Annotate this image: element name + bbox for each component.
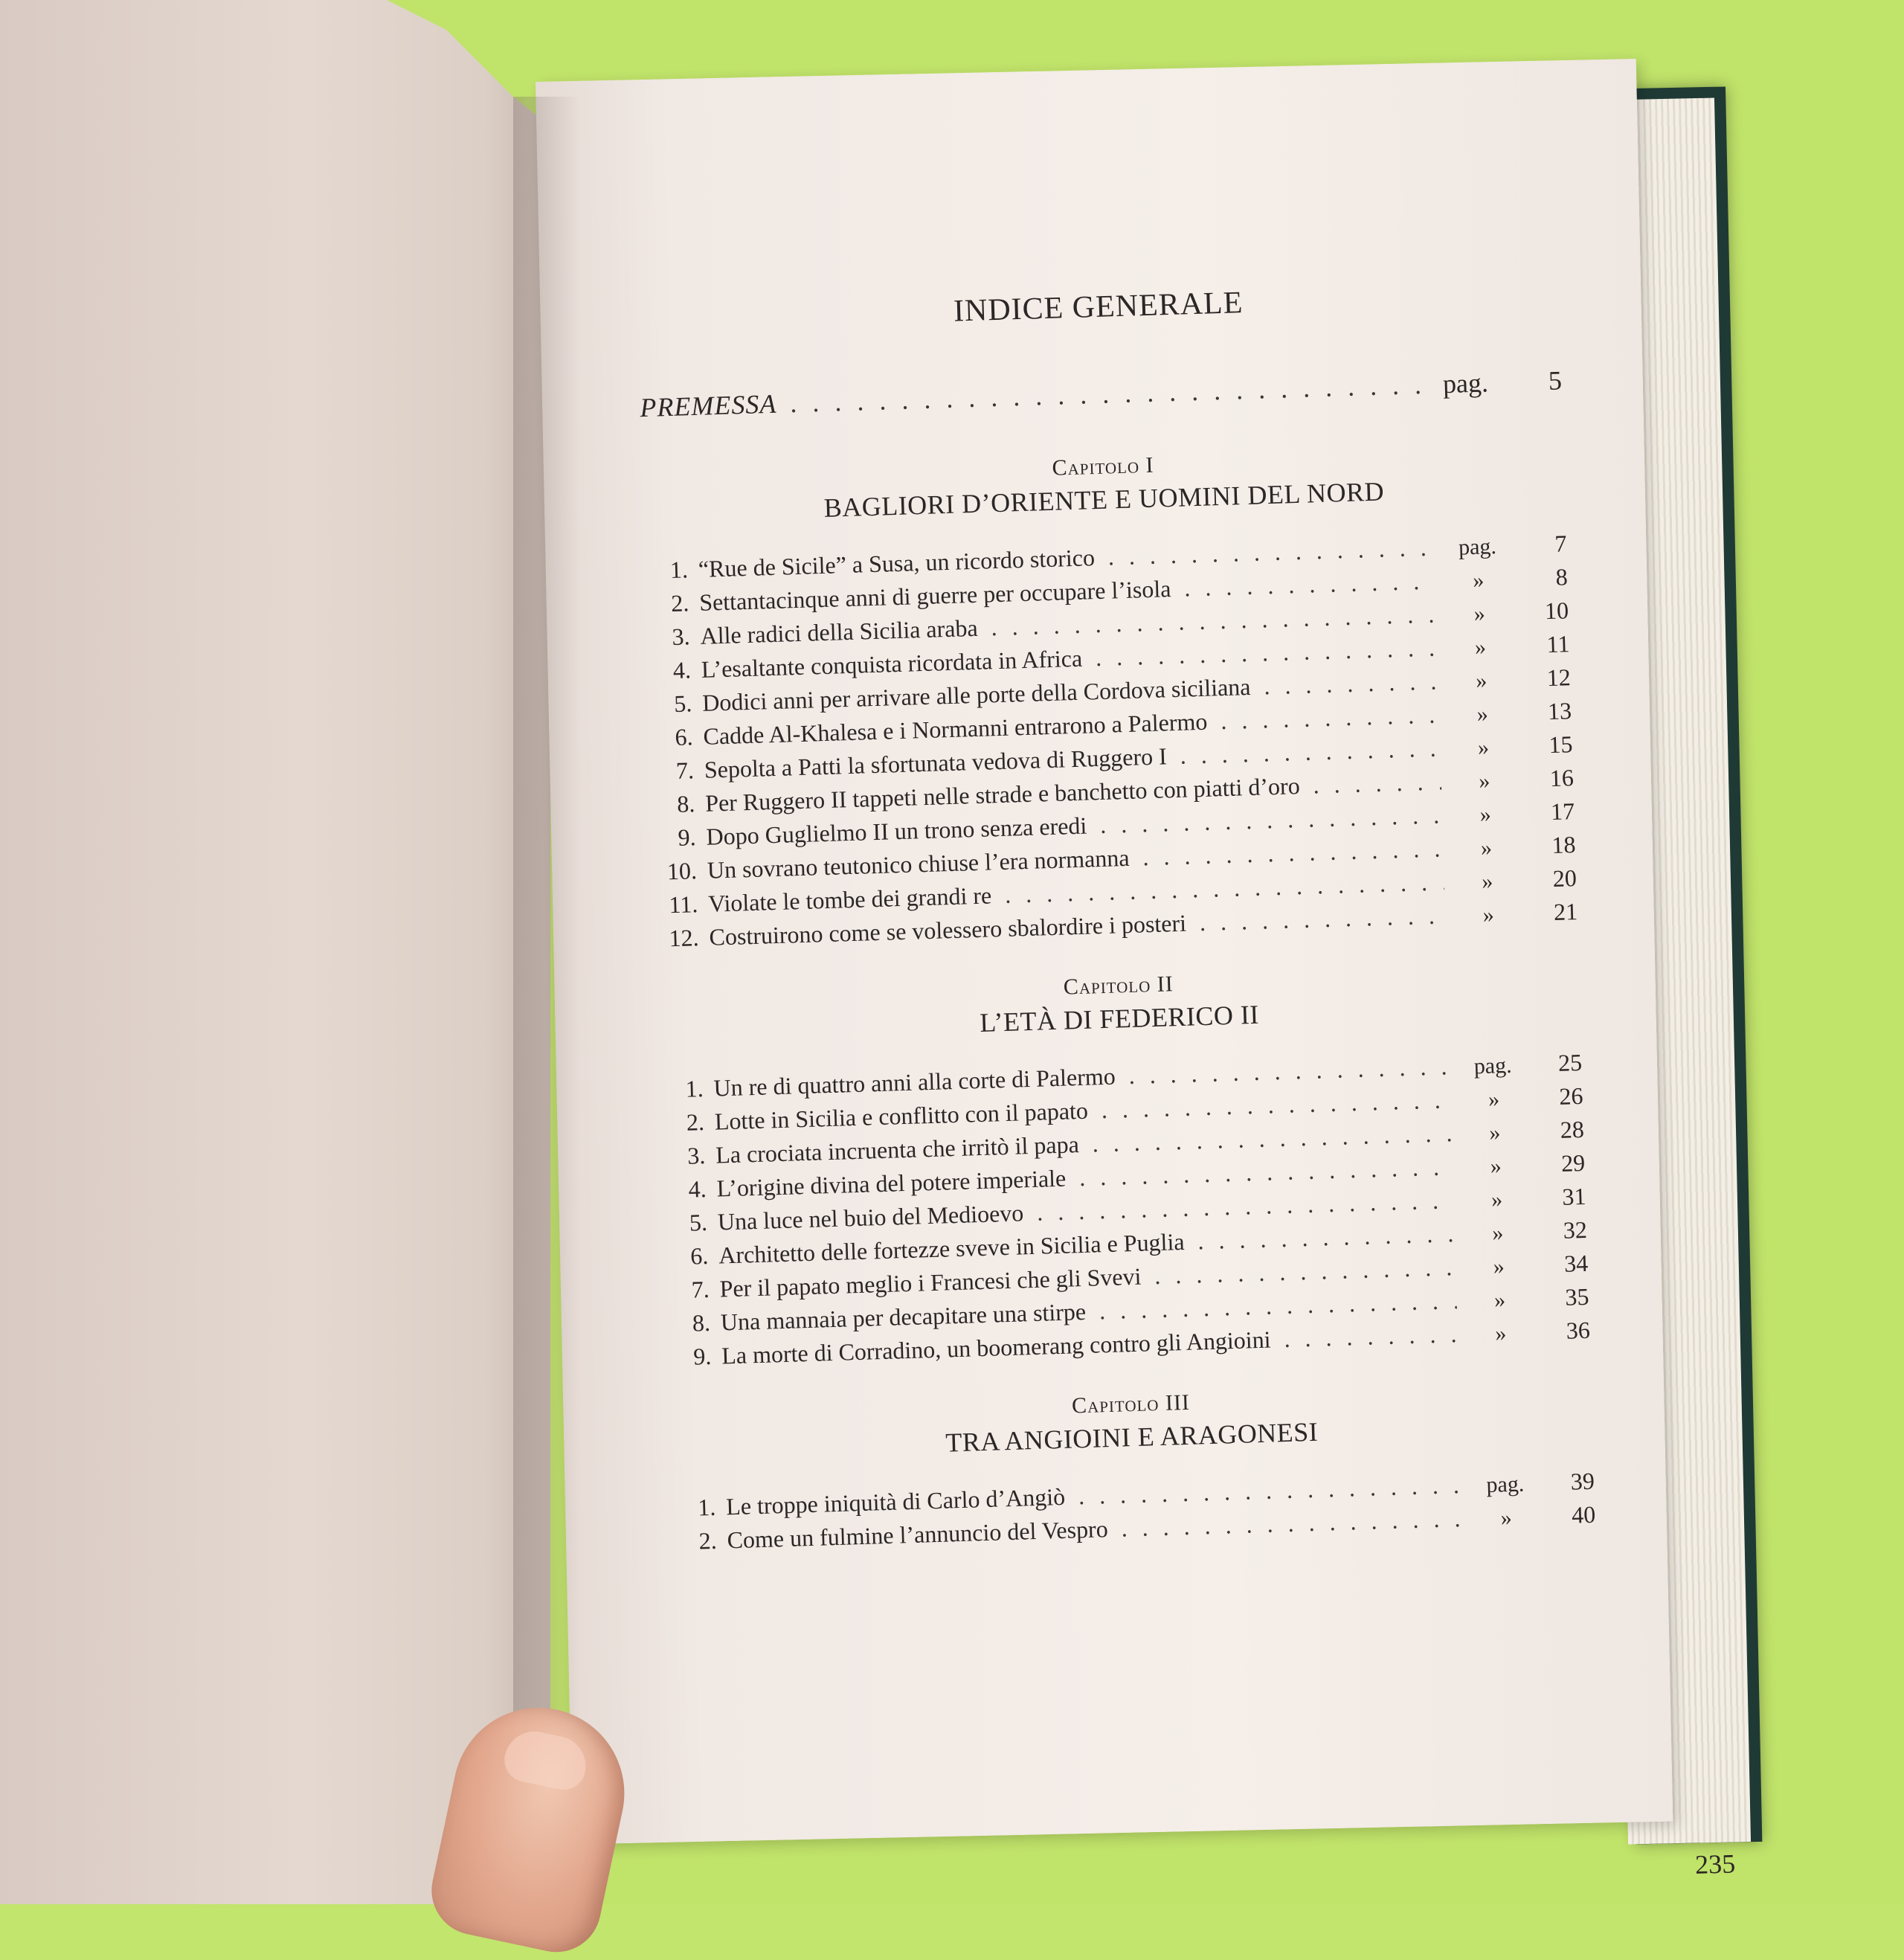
- pag-label: »: [1478, 768, 1490, 794]
- pag-label: »: [1488, 1120, 1501, 1146]
- dot-leader: [1264, 667, 1439, 700]
- entry-number: 9.: [678, 823, 697, 851]
- pag-label: »: [1491, 1221, 1504, 1246]
- chapter-label: Capitolo I: [1052, 452, 1154, 481]
- dot-leader: [1107, 534, 1435, 571]
- chapter-title: BAGLIORI D’ORIENTE E UOMINI DEL NORD: [823, 476, 1385, 523]
- entry-title: Come un fulmine l’annuncio del Vespro: [727, 1515, 1109, 1554]
- pag-label: »: [1490, 1154, 1502, 1179]
- premessa-label: PREMESSA: [639, 388, 777, 423]
- pag-label: »: [1494, 1321, 1507, 1346]
- pag-label: »: [1493, 1254, 1505, 1279]
- pag-label: »: [1500, 1506, 1513, 1531]
- pag-label: »: [1472, 568, 1485, 594]
- page-ref: 28: [1560, 1115, 1585, 1143]
- page-ref: 32: [1563, 1215, 1588, 1244]
- page-ref: 25: [1557, 1048, 1583, 1076]
- entry-title: Per Ruggero II tappeti nelle strade e banchetto con piatti d’oro: [704, 772, 1301, 817]
- dot-leader: [1284, 1320, 1458, 1353]
- entry-number: 2.: [686, 1108, 705, 1136]
- entry-number: 9.: [692, 1342, 712, 1370]
- entry-title: Lotte in Sicilia e conflitto con il papato: [714, 1096, 1089, 1135]
- left-page-blank: [0, 0, 550, 1904]
- page-ref: 36: [1566, 1316, 1591, 1344]
- page-ref: 5: [1548, 365, 1563, 396]
- entry-title: L’origine divina del potere imperiale: [716, 1164, 1067, 1202]
- chapter-label: Capitolo III: [1071, 1389, 1191, 1418]
- page-ref: 40: [1571, 1500, 1596, 1529]
- entry-number: 2.: [670, 589, 689, 617]
- page-ref: 7: [1554, 530, 1567, 557]
- entry-number: 5.: [673, 690, 692, 717]
- chapters-list: [642, 440, 1596, 1561]
- entry-number: 1.: [669, 556, 689, 584]
- pag-label: »: [1474, 634, 1487, 660]
- page-ref: 34: [1563, 1249, 1589, 1277]
- chapter-section: [669, 1378, 1596, 1562]
- pag-label: pag.: [1485, 1471, 1525, 1498]
- entry-number: 12.: [669, 924, 700, 952]
- pag-label: »: [1488, 1087, 1500, 1112]
- page-ref: 21: [1553, 898, 1578, 925]
- page-ref: 13: [1547, 697, 1572, 725]
- entry-title: Per il papato meglio i Francesi che gli Svevi: [719, 1262, 1142, 1302]
- entry-number: 8.: [676, 790, 695, 817]
- entry-title: Una mannaia per decapitare una stirpe: [720, 1297, 1087, 1336]
- entry-title: La morte di Corradino, un boomerang contro gli Angioini: [721, 1326, 1272, 1369]
- entry-number: 6.: [689, 1241, 709, 1270]
- pag-label: »: [1493, 1288, 1506, 1313]
- entry-title: Dopo Guglielmo II un trono senza eredi: [706, 812, 1087, 850]
- toc-entry-premessa: [640, 364, 1563, 423]
- entry-number: 7.: [691, 1275, 710, 1303]
- chapter-title: TRA ANGIOINI E ARAGONESI: [945, 1416, 1319, 1458]
- dot-leader: [1313, 768, 1441, 799]
- dot-leader: [790, 369, 1430, 419]
- pag-label: pag.: [1458, 534, 1497, 560]
- entry-title: Un sovrano teutonico chiuse l’era normanna: [707, 844, 1130, 884]
- entry-number: 6.: [675, 723, 694, 751]
- entry-title: Settantacinque anni di guerre per occupare l’isola: [698, 575, 1171, 616]
- entry-number: 4.: [672, 656, 692, 684]
- entry-number: 7.: [675, 756, 695, 784]
- pag-label: pag.: [1442, 367, 1489, 399]
- pag-label: »: [1482, 902, 1495, 928]
- page-ref: 17: [1550, 797, 1575, 826]
- page-ref: 12: [1546, 663, 1572, 692]
- entry-title: Una luce nel buio del Medioevo: [717, 1199, 1024, 1236]
- entry-number: 3.: [672, 623, 691, 650]
- entry-title: “Rue de Sicile” a Susa, un ricordo storico: [698, 544, 1096, 582]
- page-ref: 20: [1552, 864, 1577, 893]
- pag-label: »: [1481, 869, 1493, 894]
- chapter-section: [642, 440, 1578, 958]
- chapter-label: Capitolo II: [1063, 971, 1174, 1000]
- page-ref: 16: [1549, 764, 1575, 792]
- entry-number: 3.: [686, 1141, 706, 1169]
- entry-title: L’esaltante conquista ricordata in Africa: [701, 644, 1083, 683]
- page-ref: 39: [1570, 1467, 1595, 1495]
- pag-label: pag.: [1473, 1053, 1513, 1079]
- pag-label: »: [1480, 835, 1493, 861]
- pag-label: »: [1473, 601, 1486, 627]
- entry-title: Cadde Al-Khalesa e i Normanni entrarono a Palermo: [703, 707, 1208, 750]
- page-ref: 31: [1561, 1182, 1586, 1210]
- entry-title: Alle radici della Sicilia araba: [700, 614, 979, 649]
- page-ref: 8: [1555, 563, 1569, 591]
- entry-title: Un re di quattro anni alla corte di Palermo: [713, 1062, 1116, 1102]
- dot-leader: [1128, 1053, 1450, 1090]
- page-ref: 18: [1551, 831, 1576, 859]
- entry-title: Dodici anni per arrivare alle porte della Cordova siciliana: [701, 672, 1251, 716]
- pag-label: »: [1479, 802, 1492, 827]
- entry-title: Architetto delle fortezze sveve in Sicilia e Puglia: [718, 1227, 1185, 1269]
- pag-label: »: [1477, 735, 1490, 760]
- page-ref: 10: [1544, 597, 1569, 625]
- page-ref: 11: [1546, 630, 1570, 658]
- entry-title: Sepolta a Patti la sfortunata vedova di Ruggero I: [704, 742, 1168, 783]
- pag-label: »: [1476, 701, 1489, 727]
- page-number: 235: [1694, 1848, 1736, 1880]
- book-gutter-shadow: [513, 97, 580, 1860]
- entry-title: Violate le tombe dei grandi re: [707, 881, 992, 917]
- entry-title: Le troppe iniquità di Carlo d’Angiò: [725, 1482, 1066, 1520]
- entry-number: 5.: [689, 1208, 708, 1236]
- entry-number: 4.: [688, 1175, 707, 1203]
- entry-number: 10.: [666, 857, 698, 885]
- entry-number: 2.: [698, 1526, 718, 1555]
- entry-number: 1.: [697, 1493, 716, 1521]
- pag-label: »: [1490, 1187, 1503, 1212]
- chapter-section: [657, 960, 1591, 1378]
- pag-label: »: [1475, 668, 1488, 693]
- page-ref: 35: [1564, 1282, 1589, 1311]
- chapter-title: L’ETÀ DI FEDERICO II: [979, 999, 1260, 1038]
- page-ref: 29: [1560, 1148, 1586, 1177]
- entry-title: La crociata incruenta che irritò il papa: [715, 1131, 1080, 1169]
- table-of-contents: [637, 275, 1736, 1880]
- entry-number: 1.: [685, 1075, 704, 1102]
- entry-number: 8.: [692, 1308, 711, 1337]
- page-ref: 26: [1558, 1082, 1583, 1110]
- dot-leader: [1220, 701, 1440, 735]
- dot-leader: [1078, 1471, 1462, 1510]
- page-title: INDICE GENERALE: [953, 286, 1244, 329]
- right-page: [536, 59, 1736, 1880]
- entry-title: Costruirono come se volessero sbalordire i posteri: [709, 909, 1187, 951]
- page-ref: 15: [1548, 730, 1573, 759]
- entry-number: 11.: [668, 890, 698, 919]
